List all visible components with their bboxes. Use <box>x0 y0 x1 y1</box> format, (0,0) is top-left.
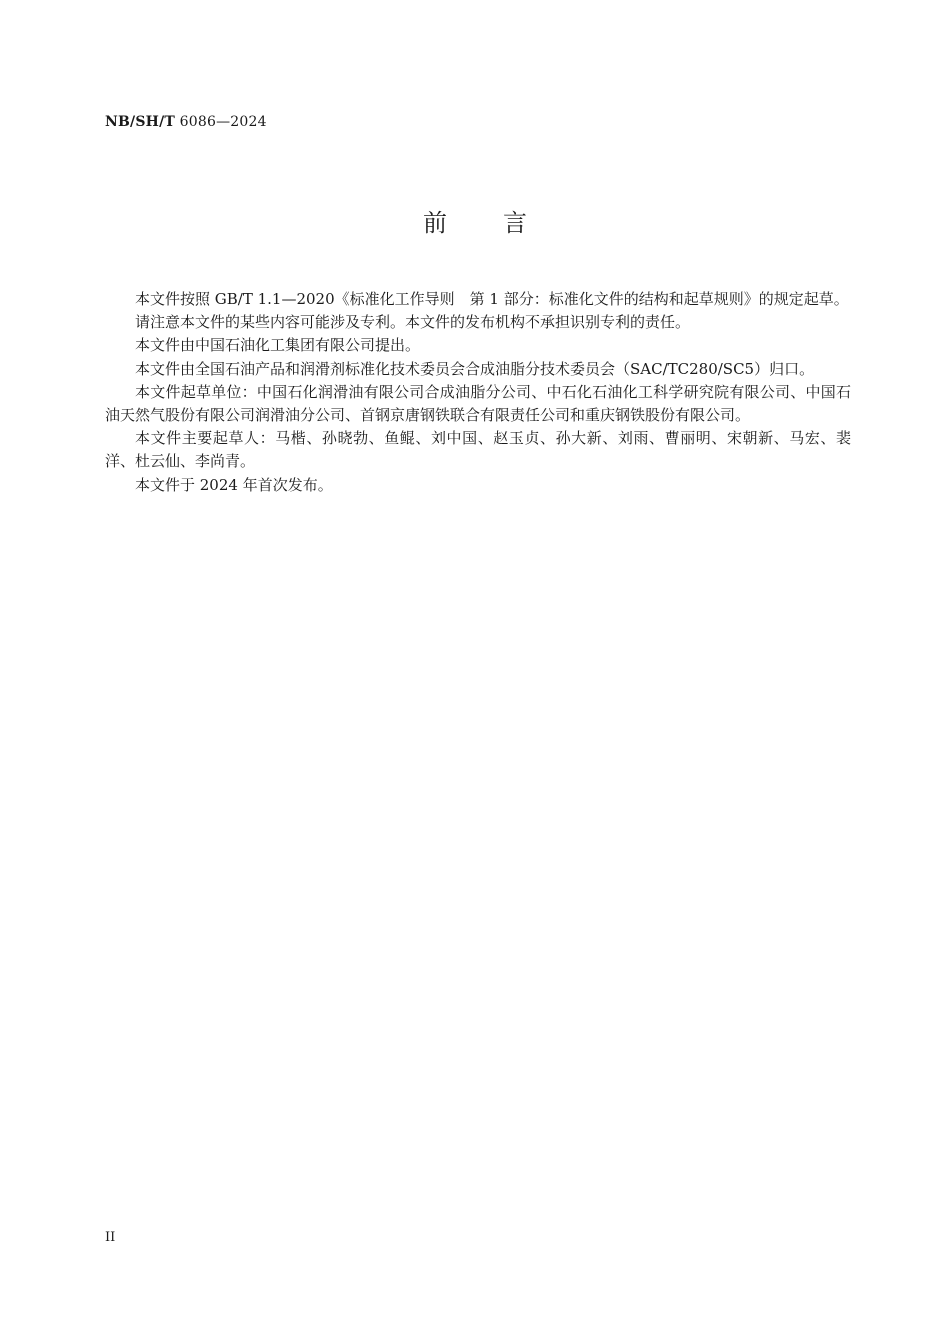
paragraph-committee: 本文件由全国石油产品和润滑剂标准化技术委员会合成油脂分技术委员会（SAC/TC280/SC5）归口。 <box>135 359 815 378</box>
foreword-body <box>105 288 851 497</box>
paragraph-drafters: 本文件主要起草人：马楷、孙晓勃、鱼鲲、刘中国、赵玉贞、孙大新、刘雨、曹丽明、宋朝新、马宏、裴洋、杜云仙、李尚青。 <box>105 429 851 471</box>
page-title: 前言 <box>423 209 583 237</box>
standard-code-number: 6086—2024 <box>179 114 267 130</box>
standard-code <box>105 114 267 130</box>
page-number: II <box>105 1230 116 1245</box>
paragraph-patent-notice: 请注意本文件的某些内容可能涉及专利。本文件的发布机构不承担识别专利的责任。 <box>135 313 691 332</box>
paragraph-release: 本文件于 2024 年首次发布。 <box>135 475 333 494</box>
paragraph-drafting-units: 本文件起草单位：中国石化润滑油有限公司合成油脂分公司、中石化石油化工科学研究院有限公司、中国石油天然气股份有限公司润滑油分公司、首钢京唐钢铁联合有限责任公司和重庆钢铁股份有限公司。 <box>105 382 851 425</box>
standard-code-prefix: NB/SH/T <box>105 114 176 130</box>
paragraph-drafting-rules: 本文件按照 GB/T 1.1—2020《标准化工作导则 第 1 部分：标准化文件的结构和起草规则》的规定起草。 <box>135 290 849 308</box>
paragraph-proposer: 本文件由中国石油化工集团有限公司提出。 <box>135 336 421 355</box>
